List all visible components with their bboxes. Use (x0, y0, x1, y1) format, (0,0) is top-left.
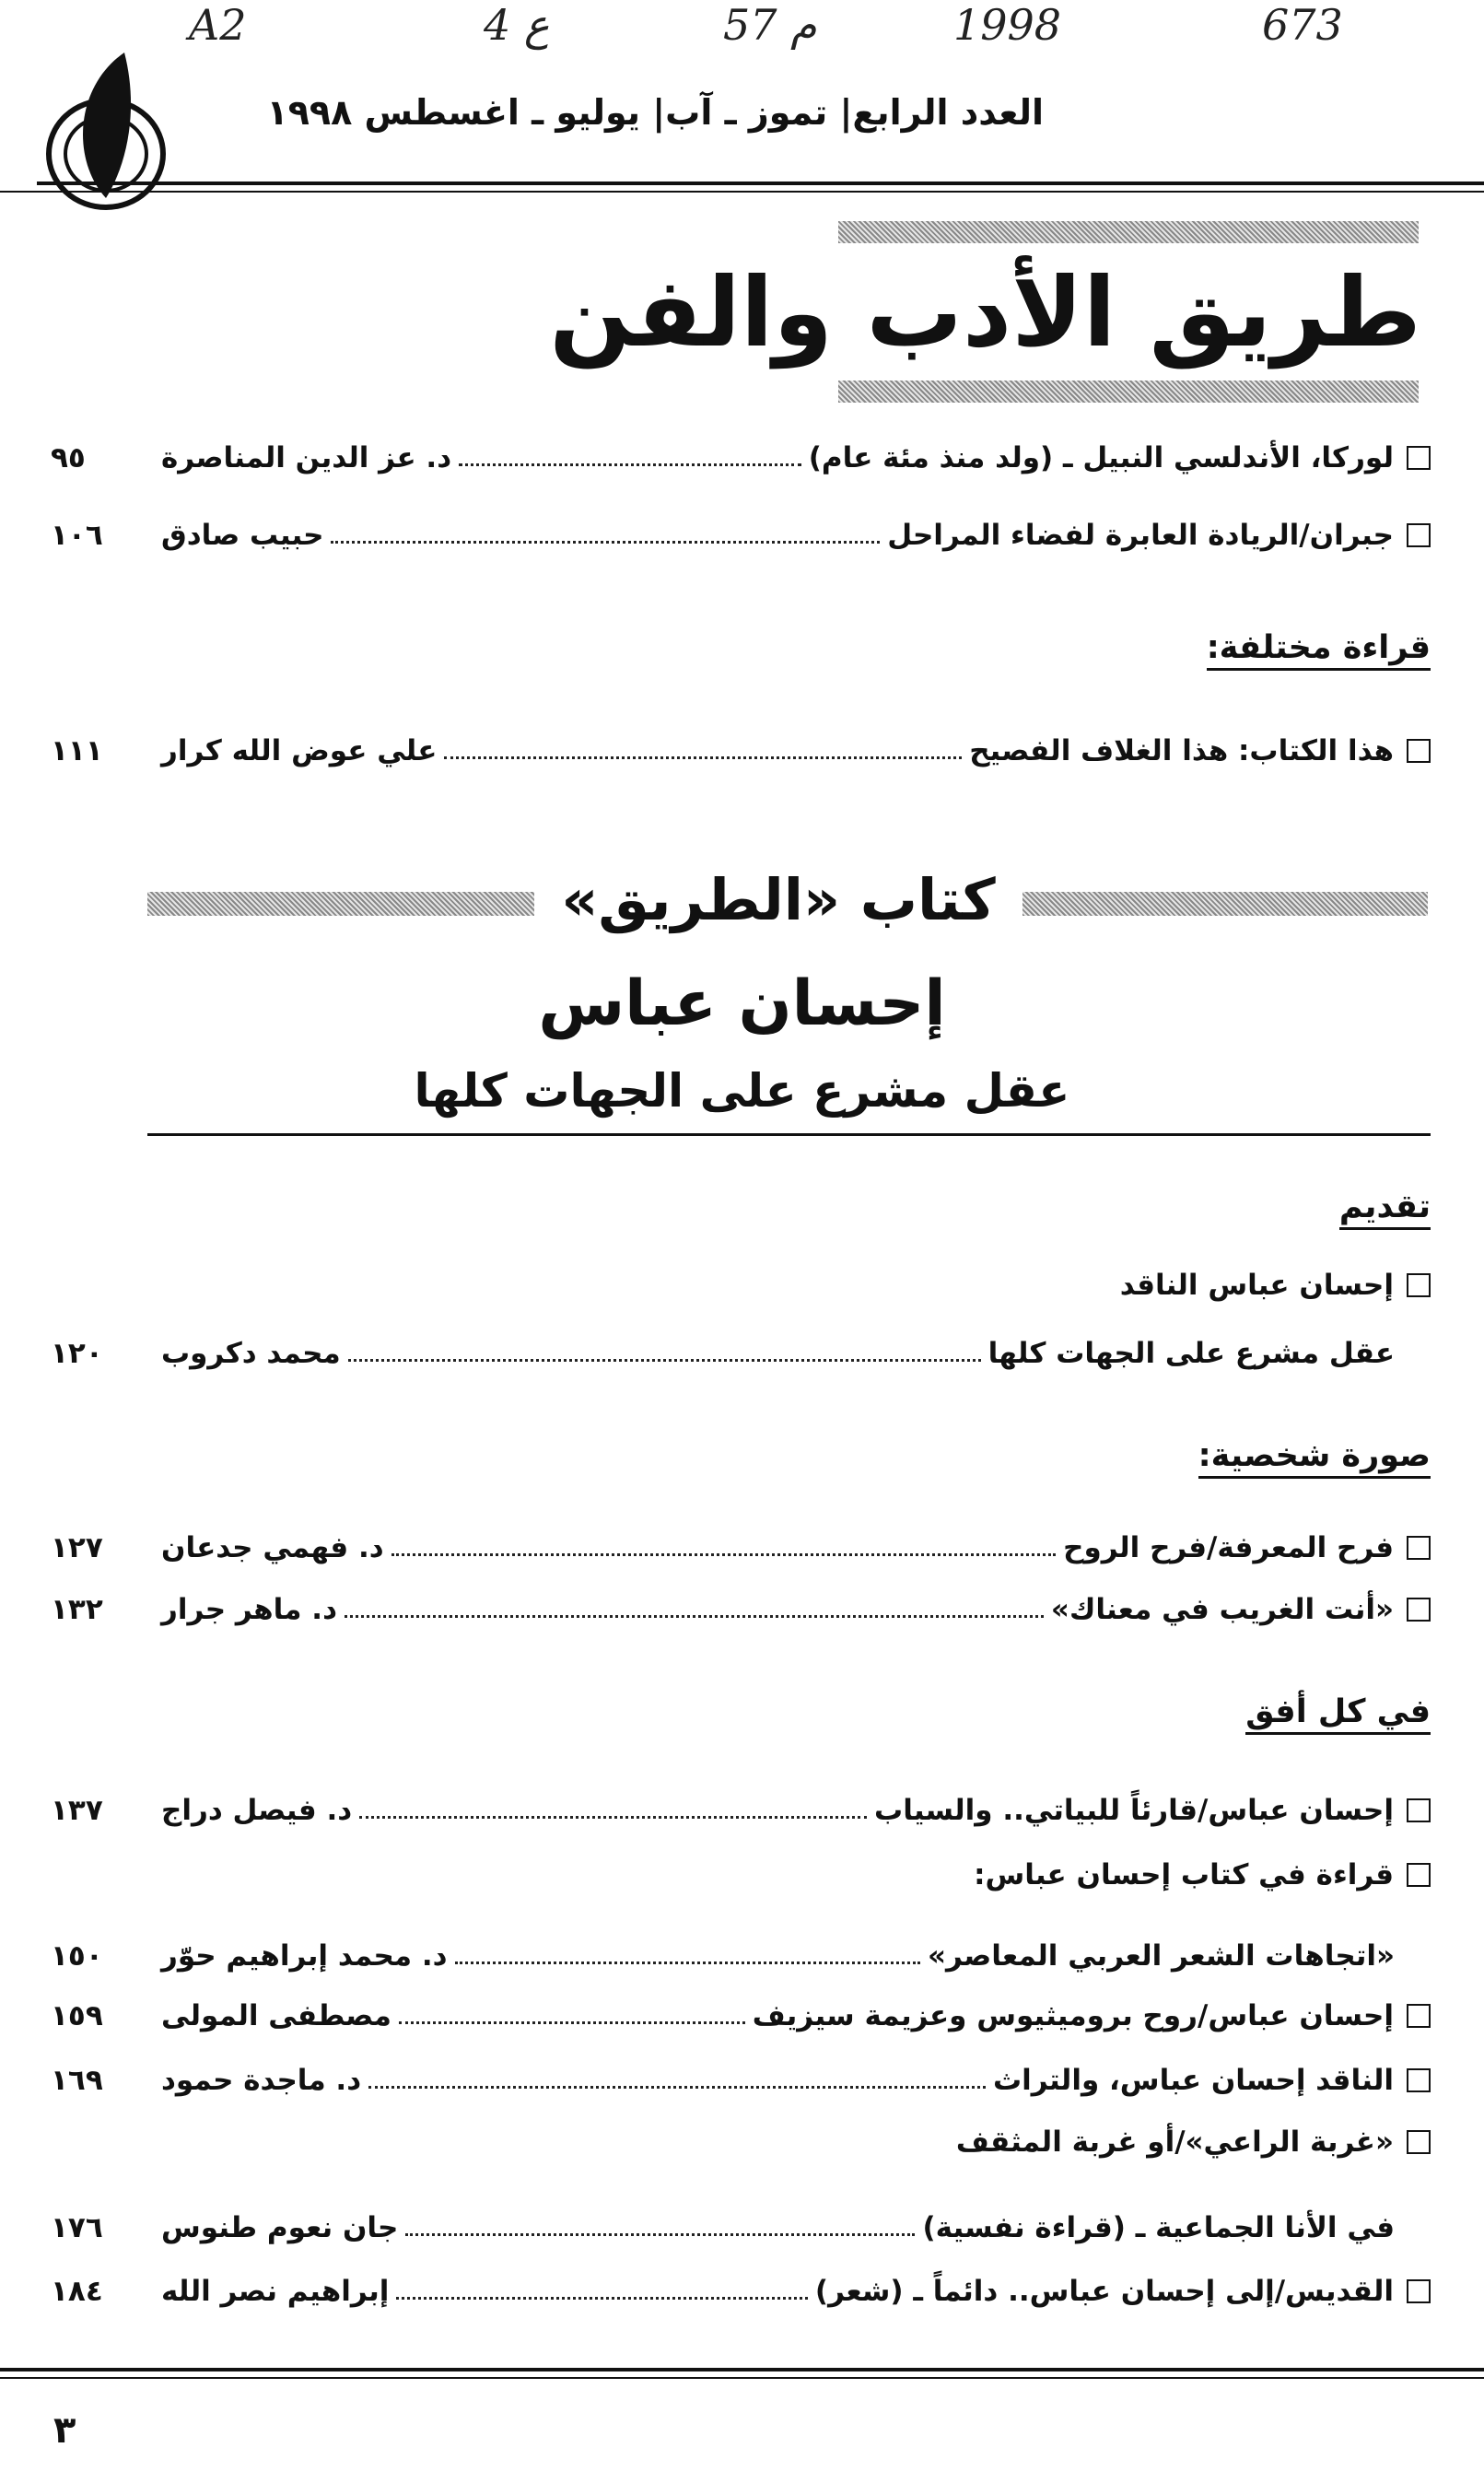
toc-entry[interactable] (51, 2205, 1431, 2251)
entry-title: إحسان عباس/روح بروميثيوس وعزيمة سيزيف (752, 1999, 1394, 2032)
toc-entry[interactable] (51, 1262, 1431, 1308)
dot-leader (444, 756, 962, 759)
shaded-bar (838, 381, 1419, 403)
section-title: طريق الأدب والفن (549, 256, 1421, 369)
checkbox-icon (1407, 523, 1431, 547)
toc-entry[interactable] (51, 1587, 1431, 1633)
section-heading: في كل أفق (1245, 1693, 1431, 1735)
dot-leader (368, 2086, 986, 2089)
entry-title: عقل مشرع على الجهات كلها (987, 1337, 1395, 1370)
checkbox-icon (1407, 2004, 1431, 2028)
checkbox-icon (1407, 1863, 1431, 1887)
entry-page: ١٣٢ (51, 1593, 103, 1626)
dot-leader (348, 1359, 981, 1362)
entry-author: د. ماهر جرار (161, 1593, 337, 1626)
entry-author: علي عوض الله كرار (161, 734, 438, 767)
entry-title: جبران/الريادة العابرة لفضاء المراحل (887, 519, 1394, 552)
checkbox-icon (1407, 1536, 1431, 1560)
dot-leader (359, 1816, 867, 1819)
entry-page: ١٥٠ (51, 1939, 103, 1973)
shaded-bar (1022, 892, 1428, 916)
issue-line: العدد الرابع| تموز ـ آب| يوليو ـ اغسطس ١٩٩٨ (266, 92, 1044, 133)
entry-title: «اتجاهات الشعر العربي المعاصر» (927, 1939, 1395, 1973)
dot-leader (399, 2021, 745, 2024)
entry-page: ١٨٤ (51, 2275, 103, 2308)
entry-author: د. عز الدين المناصرة (161, 441, 452, 474)
section-heading: قراءة مختلفة: (1207, 629, 1431, 671)
checkbox-icon (1407, 1273, 1431, 1297)
handwritten-note: 4 ع (484, 0, 550, 50)
footer-rule (0, 2377, 1484, 2379)
handwritten-note: 1998 (953, 0, 1062, 50)
handwritten-note: 673 (1262, 0, 1343, 50)
toc-entry[interactable] (51, 728, 1431, 774)
entry-author: مصطفى المولى (161, 1999, 391, 2032)
book-tagline: عقل مشرع على الجهات كلها (414, 1064, 1070, 1118)
toc-entry[interactable] (51, 2057, 1431, 2103)
entry-author: د. فهمي جدعان (161, 1531, 384, 1564)
dot-leader (455, 1962, 920, 1964)
toc-entry[interactable] (51, 2119, 1431, 2165)
checkbox-icon (1407, 2130, 1431, 2154)
entry-page: ١٥٩ (51, 1999, 103, 2032)
entry-author: د. فيصل دراج (161, 1794, 353, 1827)
entry-page: ١٢٧ (51, 1531, 103, 1564)
entry-title: قراءة في كتاب إحسان عباس: (974, 1858, 1394, 1891)
magazine-logo-icon (37, 51, 175, 212)
toc-entry[interactable] (51, 1525, 1431, 1571)
entry-page: ١٦٩ (51, 2064, 103, 2097)
dot-leader (405, 2233, 915, 2236)
entry-title: القديس/إلى إحسان عباس.. دائماً ـ (شعر) (814, 2275, 1394, 2308)
entry-title: الناقد إحسان عباس، والتراث (992, 2064, 1394, 2097)
section-heading: تقديم (1339, 1189, 1431, 1230)
entry-title: إحسان عباس/قارئاً للبياتي.. والسياب (874, 1794, 1394, 1827)
book-subject: إحسان عباس (538, 967, 946, 1040)
entry-title: فرح المعرفة/فرح الروح (1063, 1531, 1394, 1564)
book-title: كتاب «الطريق» (561, 866, 996, 933)
entry-page: ٩٥ (51, 441, 86, 474)
entry-author: محمد دكروب (161, 1337, 341, 1370)
entry-author: جان نعوم طنوس (161, 2211, 399, 2244)
toc-entry[interactable] (51, 512, 1431, 558)
toc-entry[interactable] (51, 1993, 1431, 2039)
footer-rule (0, 2368, 1484, 2371)
checkbox-icon (1407, 1798, 1431, 1822)
handwritten-note: A2 (189, 0, 247, 50)
entry-author: إبراهيم نصر الله (161, 2275, 390, 2308)
header-rule (0, 191, 1484, 193)
toc-entry[interactable] (51, 1852, 1431, 1898)
entry-title: «أنت الغريب في معناك» (1050, 1593, 1394, 1626)
entry-author: د. محمد إبراهيم حوّر (161, 1939, 448, 1973)
entry-page: ١١١ (51, 734, 103, 767)
section-heading: صورة شخصية: (1198, 1437, 1431, 1479)
entry-title: في الأنا الجماعية ـ (قراءة نفسية) (922, 2211, 1395, 2244)
entry-page: ١٠٦ (51, 519, 103, 552)
entry-title: إحسان عباس الناقد (1119, 1269, 1394, 1302)
checkbox-icon (1407, 739, 1431, 763)
dot-leader (391, 1553, 1056, 1556)
entry-page: ١٢٠ (51, 1337, 103, 1370)
dot-leader (331, 541, 880, 544)
toc-entry[interactable] (51, 1933, 1431, 1979)
shaded-bar (147, 892, 534, 916)
entry-title: هذا الكتاب: هذا الغلاف الفصيح (969, 734, 1394, 767)
entry-author: د. ماجدة حمود (161, 2064, 362, 2097)
entry-title: لوركا، الأندلسي النبيل ـ (ولد منذ مئة عام) (808, 441, 1394, 474)
toc-entry[interactable] (51, 1330, 1431, 1376)
entry-author: حبيب صادق (161, 519, 324, 552)
entry-page: ١٧٦ (51, 2211, 103, 2244)
checkbox-icon (1407, 2279, 1431, 2303)
checkbox-icon (1407, 2068, 1431, 2092)
dot-leader (396, 2297, 808, 2300)
entry-title: «غربة الراعي»/أو غربة المثقف (955, 2126, 1394, 2159)
toc-entry[interactable] (51, 2268, 1431, 2314)
entry-page: ١٣٧ (51, 1794, 103, 1827)
toc-entry[interactable] (51, 1787, 1431, 1833)
page-number: ٣ (53, 2409, 76, 2452)
checkbox-icon (1407, 446, 1431, 470)
dot-leader (345, 1615, 1044, 1618)
book-rule (147, 1133, 1431, 1136)
checkbox-icon (1407, 1598, 1431, 1622)
handwritten-note: 57 م (723, 0, 817, 50)
dot-leader (459, 463, 801, 466)
shaded-bar (838, 221, 1419, 243)
toc-entry[interactable] (51, 435, 1431, 481)
header-rule (37, 182, 1484, 185)
